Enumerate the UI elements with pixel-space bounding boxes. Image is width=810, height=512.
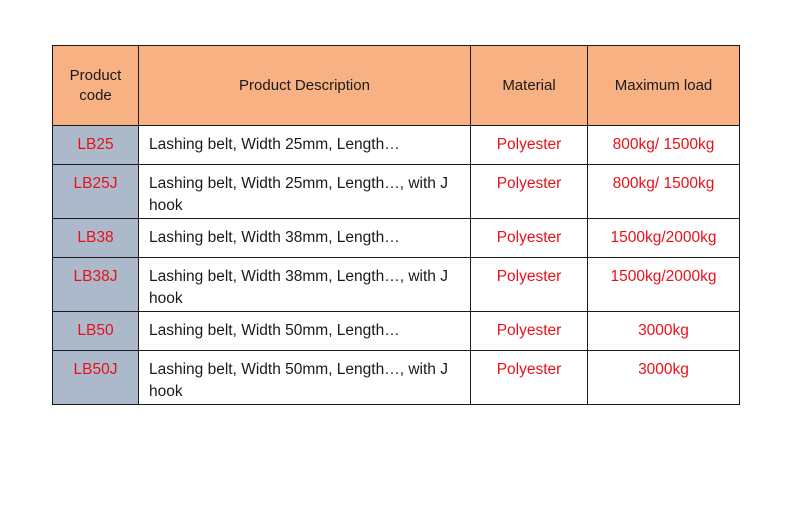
material-cell: Polyester bbox=[471, 165, 588, 219]
product-code-cell: LB38J bbox=[53, 258, 139, 312]
header-code-line2: code bbox=[79, 86, 112, 104]
material-cell: Polyester bbox=[471, 351, 588, 405]
maximum-load-cell: 3000kg bbox=[588, 351, 740, 405]
product-description-cell: Lashing belt, Width 25mm, Length…, with J hook bbox=[139, 165, 471, 219]
product-code-cell: LB50 bbox=[53, 312, 139, 351]
table-row bbox=[53, 219, 740, 258]
product-code-cell: LB38 bbox=[53, 219, 139, 258]
material-cell: Polyester bbox=[471, 312, 588, 351]
table-body bbox=[53, 126, 740, 405]
table-row bbox=[53, 351, 740, 405]
table-row bbox=[53, 165, 740, 219]
maximum-load-cell: 800kg/ 1500kg bbox=[588, 126, 740, 165]
material-cell: Polyester bbox=[471, 126, 588, 165]
product-code-cell: LB25 bbox=[53, 126, 139, 165]
table-row bbox=[53, 126, 740, 165]
header-product-code bbox=[53, 46, 139, 126]
material-cell: Polyester bbox=[471, 258, 588, 312]
product-description-cell: Lashing belt, Width 25mm, Length… bbox=[139, 126, 471, 165]
header-material: Material bbox=[471, 46, 588, 126]
table-row bbox=[53, 258, 740, 312]
product-description-cell: Lashing belt, Width 38mm, Length… bbox=[139, 219, 471, 258]
maximum-load-cell: 1500kg/2000kg bbox=[588, 219, 740, 258]
table-row bbox=[53, 312, 740, 351]
header-row bbox=[53, 46, 740, 126]
maximum-load-cell: 1500kg/2000kg bbox=[588, 258, 740, 312]
product-code-cell: LB25J bbox=[53, 165, 139, 219]
product-description-cell: Lashing belt, Width 50mm, Length…, with J hook bbox=[139, 351, 471, 405]
maximum-load-cell: 3000kg bbox=[588, 312, 740, 351]
maximum-load-cell: 800kg/ 1500kg bbox=[588, 165, 740, 219]
product-table bbox=[52, 45, 740, 405]
product-description-cell: Lashing belt, Width 50mm, Length… bbox=[139, 312, 471, 351]
header-maximum-load: Maximum load bbox=[588, 46, 740, 126]
product-code-cell: LB50J bbox=[53, 351, 139, 405]
header-product-description: Product Description bbox=[139, 46, 471, 126]
header-code-line1: Product bbox=[69, 66, 122, 84]
table-header bbox=[53, 46, 740, 126]
material-cell: Polyester bbox=[471, 219, 588, 258]
product-description-cell: Lashing belt, Width 38mm, Length…, with J hook bbox=[139, 258, 471, 312]
